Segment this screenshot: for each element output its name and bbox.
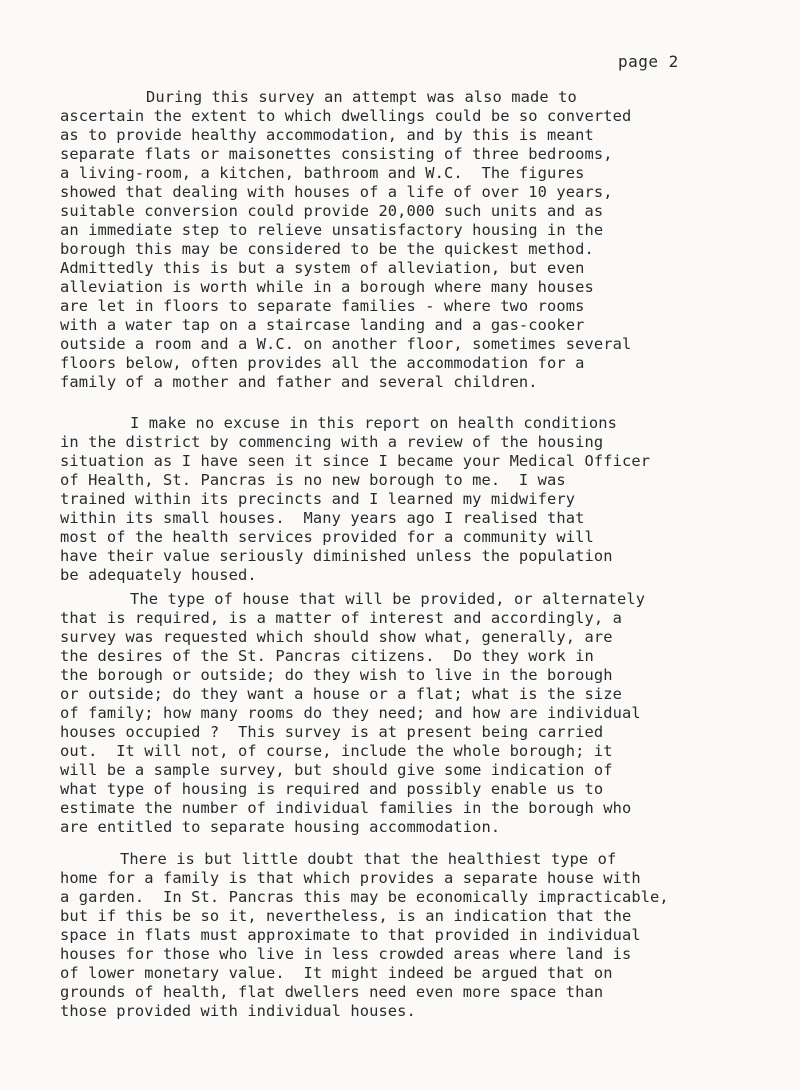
text-line: an immediate step to relieve unsatisfactory housing in the [60, 221, 604, 239]
text-line: will be a sample survey, but should give some indication of [60, 761, 613, 779]
text-line: borough this may be considered to be the quickest method. [60, 240, 594, 258]
text-line: out. It will not, of course, include the whole borough; it [60, 742, 613, 760]
text-line: within its small houses. Many years ago I realised that [60, 509, 585, 527]
text-line: be adequately housed. [60, 566, 257, 584]
text-line: Admittedly this is but a system of alleviation, but even [60, 259, 585, 277]
text-line: have their value seriously diminished unless the population [60, 547, 613, 565]
text-line: space in flats must approximate to that provided in individual [60, 926, 641, 944]
text-line: floors below, often provides all the accommodation for a [60, 354, 585, 372]
text-line: as to provide healthy accommodation, and by this is meant [60, 126, 594, 144]
text-line: are let in floors to separate families - where two rooms [60, 297, 585, 315]
text-line: separate flats or maisonettes consisting of three bedrooms, [60, 145, 613, 163]
text-line: the desires of the St. Pancras citizens. Do they work in [60, 647, 594, 665]
text-line: situation as I have seen it since I became your Medical Officer [60, 452, 651, 470]
text-line: most of the health services provided for a community will [60, 528, 594, 546]
text-line: of Health, St. Pancras is no new borough to me. I was [60, 471, 566, 489]
page-number: page 2 [618, 52, 679, 71]
text-line: a garden. In St. Pancras this may be economically impracticable, [60, 888, 669, 906]
text-line: ascertain the extent to which dwellings could be so converted [60, 107, 632, 125]
text-line: I make no excuse in this report on health conditions [130, 414, 618, 432]
text-line: but if this be so it, nevertheless, is an indication that the [60, 907, 632, 925]
text-line: During this survey an attempt was also made to [146, 88, 577, 106]
text-line: what type of housing is required and possibly enable us to [60, 780, 604, 798]
text-line: with a water tap on a staircase landing and a gas-cooker [60, 316, 585, 334]
text-line: of family; how many rooms do they need; and how are individual [60, 704, 641, 722]
text-line: trained within its precincts and I learned my midwifery [60, 490, 576, 508]
text-line: There is but little doubt that the healthiest type of [120, 850, 617, 868]
text-line: the borough or outside; do they wish to live in the borough [60, 666, 613, 684]
text-line: outside a room and a W.C. on another floor, sometimes several [60, 335, 632, 353]
text-line: houses occupied ? This survey is at present being carried [60, 723, 604, 741]
text-line: family of a mother and father and several children. [60, 373, 538, 391]
text-line: a living-room, a kitchen, bathroom and W.C. The figures [60, 164, 585, 182]
text-line: of lower monetary value. It might indeed be argued that on [60, 964, 613, 982]
text-line: suitable conversion could provide 20,000 such units and as [60, 202, 604, 220]
text-line: that is required, is a matter of interest and accordingly, a [60, 609, 622, 627]
text-line: or outside; do they want a house or a flat; what is the size [60, 685, 622, 703]
text-line: those provided with individual houses. [60, 1002, 416, 1020]
text-line: survey was requested which should show what, generally, are [60, 628, 613, 646]
text-line: alleviation is worth while in a borough where many houses [60, 278, 594, 296]
text-line: are entitled to separate housing accommodation. [60, 818, 501, 836]
text-line: The type of house that will be provided, or alternately [130, 590, 646, 608]
text-line: grounds of health, flat dwellers need even more space than [60, 983, 604, 1001]
text-line: houses for those who live in less crowded areas where land is [60, 945, 632, 963]
text-line: in the district by commencing with a review of the housing [60, 433, 604, 451]
text-line: showed that dealing with houses of a life of over 10 years, [60, 183, 613, 201]
text-line: home for a family is that which provides a separate house with [60, 869, 641, 887]
text-line: estimate the number of individual families in the borough who [60, 799, 632, 817]
